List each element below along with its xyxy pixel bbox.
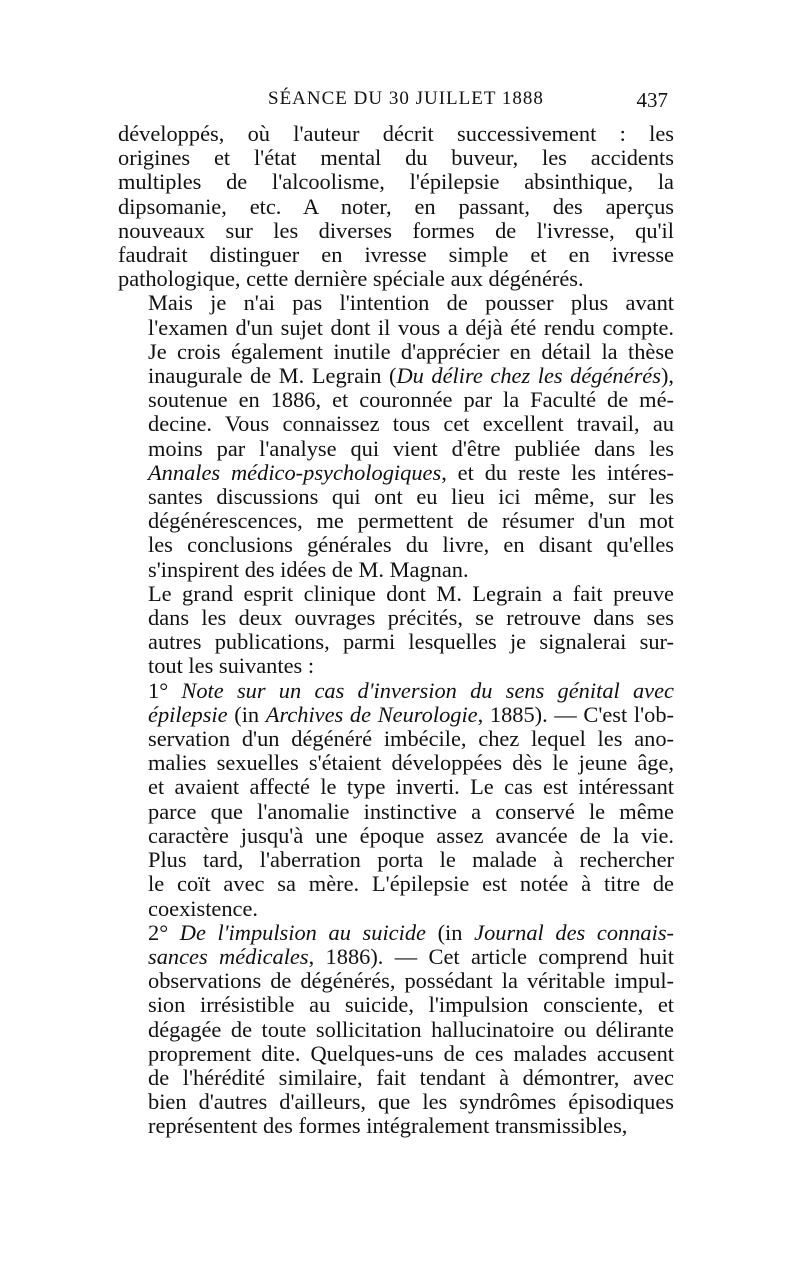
text-line: tout les suivantes : — [148, 653, 315, 679]
text-line: soutenue en 1886, et couronnée par la Faculté de mé- — [148, 387, 674, 413]
text-line: caractère jusqu'à une époque assez avancée de la vie. — [148, 822, 674, 848]
text-line: 1° Note sur un cas d'inversion du sens génital avec — [148, 677, 674, 703]
text-line: proprement dite. Quelques-uns de ces malades accusent — [148, 1040, 674, 1066]
text-line: observations de dégénérés, possédant la véritable impul- — [148, 968, 674, 994]
paragraph-3 — [118, 582, 674, 679]
text-line: malies sexuelles s'étaient développées dès le jeune âge, — [148, 750, 674, 776]
text-line: dans les deux ouvrages précités, se retrouve dans ses — [148, 605, 674, 631]
text-line: développés, où l'auteur décrit successivement : les — [118, 121, 674, 146]
text-line: Mais je n'ai pas l'intention de pousser plus avant — [148, 290, 674, 316]
paragraph-5 — [118, 921, 674, 1139]
text-line: multiples de l'alcoolisme, l'épilepsie absinthique, la — [118, 169, 674, 195]
text-line: Plus tard, l'aberration porta le malade à rechercher — [148, 847, 674, 873]
text-line: coexistence. — [148, 895, 259, 921]
book-page — [118, 88, 674, 1139]
paragraph-4 — [118, 679, 674, 921]
text-line: les conclusions générales du livre, en disant qu'elles — [148, 532, 674, 558]
text-line: servation d'un dégénéré imbécile, chez lequel les ano- — [148, 726, 674, 752]
text-line: inaugurale de M. Legrain (Du délire chez les dégénérés), — [148, 363, 674, 389]
text-line: s'inspirent des idées de M. Magnan. — [148, 556, 469, 582]
paragraph-1 — [118, 122, 674, 291]
text-line: decine. Vous connaissez tous cet excellent travail, au — [148, 411, 674, 437]
text-line: Annales médico-psychologiques, et du reste les intéres- — [148, 459, 674, 485]
text-line: le coït avec sa mère. L'épilepsie est notée à titre de — [148, 871, 674, 897]
text-line: de l'hérédité similaire, fait tendant à démontrer, avec — [148, 1064, 674, 1090]
running-title: SÉANCE DU 30 JUILLET 1888 — [268, 88, 544, 109]
text-line: moins par l'analyse qui vient d'être publiée dans les — [148, 435, 674, 461]
text-line: parce que l'anomalie instinctive a conservé le même — [148, 798, 674, 824]
text-line: nouveaux sur les diverses formes de l'ivresse, qu'il — [118, 217, 674, 243]
text-line: pathologique, cette dernière spéciale aux dégénérés. — [118, 266, 584, 292]
text-line: sion irrésistible au suicide, l'impulsion consciente, et — [148, 992, 674, 1018]
text-line: épilepsie (in Archives de Neurologie, 1885). — C'est l'ob- — [148, 701, 674, 727]
text-line: sances médicales, 1886). — Cet article comprend huit — [148, 943, 674, 969]
paragraph-2 — [118, 291, 674, 581]
text-line: Le grand esprit clinique dont M. Legrain a fait preuve — [148, 580, 674, 606]
text-line: dégénérescences, me permettent de résumer d'un mot — [148, 508, 674, 534]
text-line: Je crois également inutile d'apprécier en détail la thèse — [148, 338, 674, 364]
text-line: l'examen d'un sujet dont il vous a déjà été rendu compte. — [148, 314, 674, 340]
running-head — [118, 88, 674, 122]
text-line: santes discussions qui ont eu lieu ici même, sur les — [148, 484, 674, 510]
text-line: origines et l'état mental du buveur, les accidents — [118, 145, 674, 171]
page-number: 437 — [636, 88, 668, 112]
text-line: dégagée de toute sollicitation hallucinatoire ou délirante — [148, 1016, 674, 1042]
body-text — [118, 122, 674, 1139]
text-line: 2° De l'impulsion au suicide (in Journal des connais- — [148, 919, 675, 945]
text-line: représentent des formes intégralement transmissibles, — [148, 1113, 628, 1139]
text-line: autres publications, parmi lesquelles je signalerai sur- — [148, 629, 674, 655]
text-line: dipsomanie, etc. A noter, en passant, des aperçus — [118, 193, 674, 219]
text-line: et avaient affecté le type inverti. Le cas est intéressant — [148, 774, 674, 800]
text-line: bien d'autres d'ailleurs, que les syndrômes épisodiques — [148, 1089, 674, 1115]
text-line: faudrait distinguer en ivresse simple et en ivresse — [118, 242, 674, 268]
